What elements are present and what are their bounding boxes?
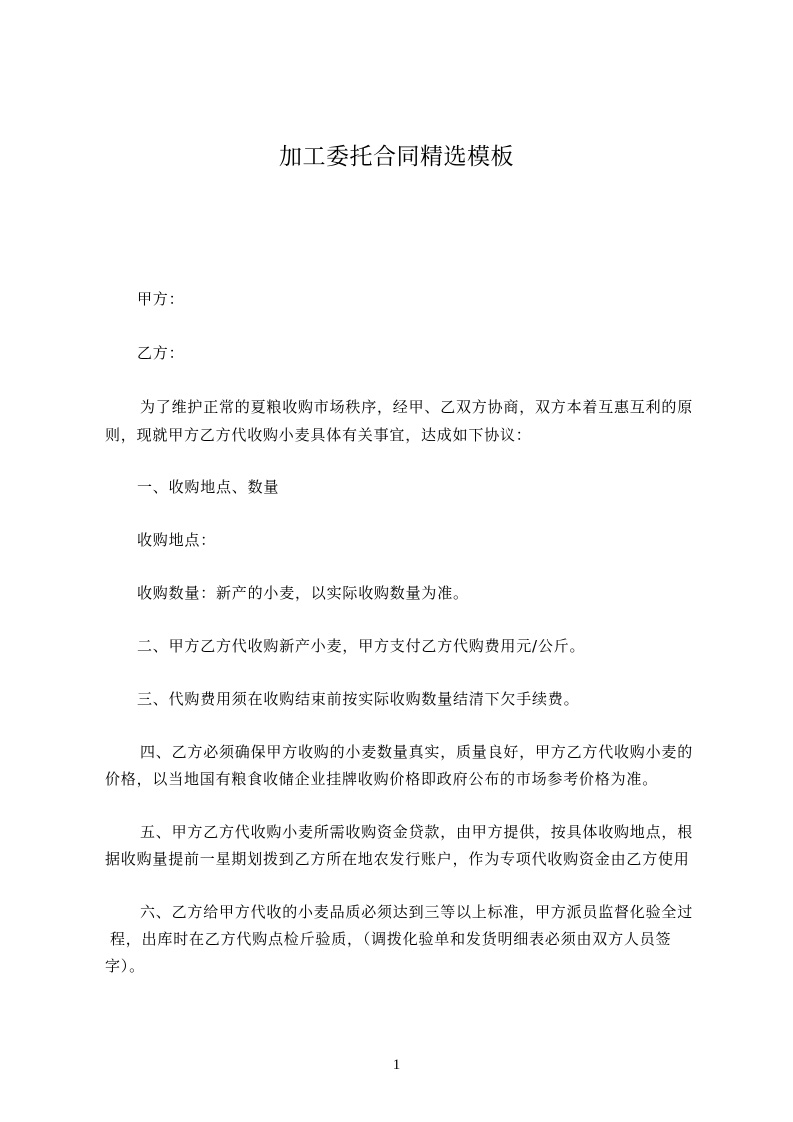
section1-heading: 一、收购地点、数量 — [137, 478, 280, 496]
clause-6-line: 字）。 — [105, 957, 145, 975]
clause-4-line: 四、乙方必须确保甲方收购的小麦数量真实，质量良好，甲方乙方代收购小麦的 — [140, 743, 694, 761]
clause-3: 三、代购费用须在收购结束前按实际收购数量结清下欠手续费。 — [137, 690, 580, 708]
page-number: 1 — [392, 1057, 401, 1073]
document-title: 加工委托合同精选模板 — [279, 144, 514, 170]
purchase-location: 收购地点： — [137, 531, 217, 549]
party-a-label: 甲方： — [137, 290, 185, 308]
intro-line: 为了维护正常的夏粮收购市场秩序，经甲、乙双方协商，双方本着互惠互利的原 — [140, 398, 694, 416]
clause-2: 二、甲方乙方代收购新产小麦，甲方支付乙方代购费用元/公斤。 — [137, 637, 586, 655]
clause-5-line: 据收购量提前一星期划拨到乙方所在地农发行账户，作为专项代收购资金由乙方使用 — [105, 850, 690, 868]
intro-line: 则，现就甲方乙方代收购小麦具体有关事宜，达成如下协议： — [105, 426, 532, 444]
clause-6-line: 程，出库时在乙方代购点检斤验质，（调拨化验单和发货明细表必须由双方人员签 — [110, 930, 672, 948]
purchase-quantity: 收购数量：新产的小麦，以实际收购数量为准。 — [137, 584, 469, 602]
clause-5-line: 五、甲方乙方代收购小麦所需收购资金贷款，由甲方提供，按具体收购地点，根 — [140, 823, 694, 841]
party-b-label: 乙方： — [137, 344, 185, 362]
clause-6-line: 六、乙方给甲方代收的小麦品质必须达到三等以上标准，甲方派员监督化验全过 — [140, 903, 694, 921]
clause-4-line: 价格，以当地国有粮食收储企业挂牌收购价格即政府公布的市场参考价格为准。 — [105, 770, 659, 788]
